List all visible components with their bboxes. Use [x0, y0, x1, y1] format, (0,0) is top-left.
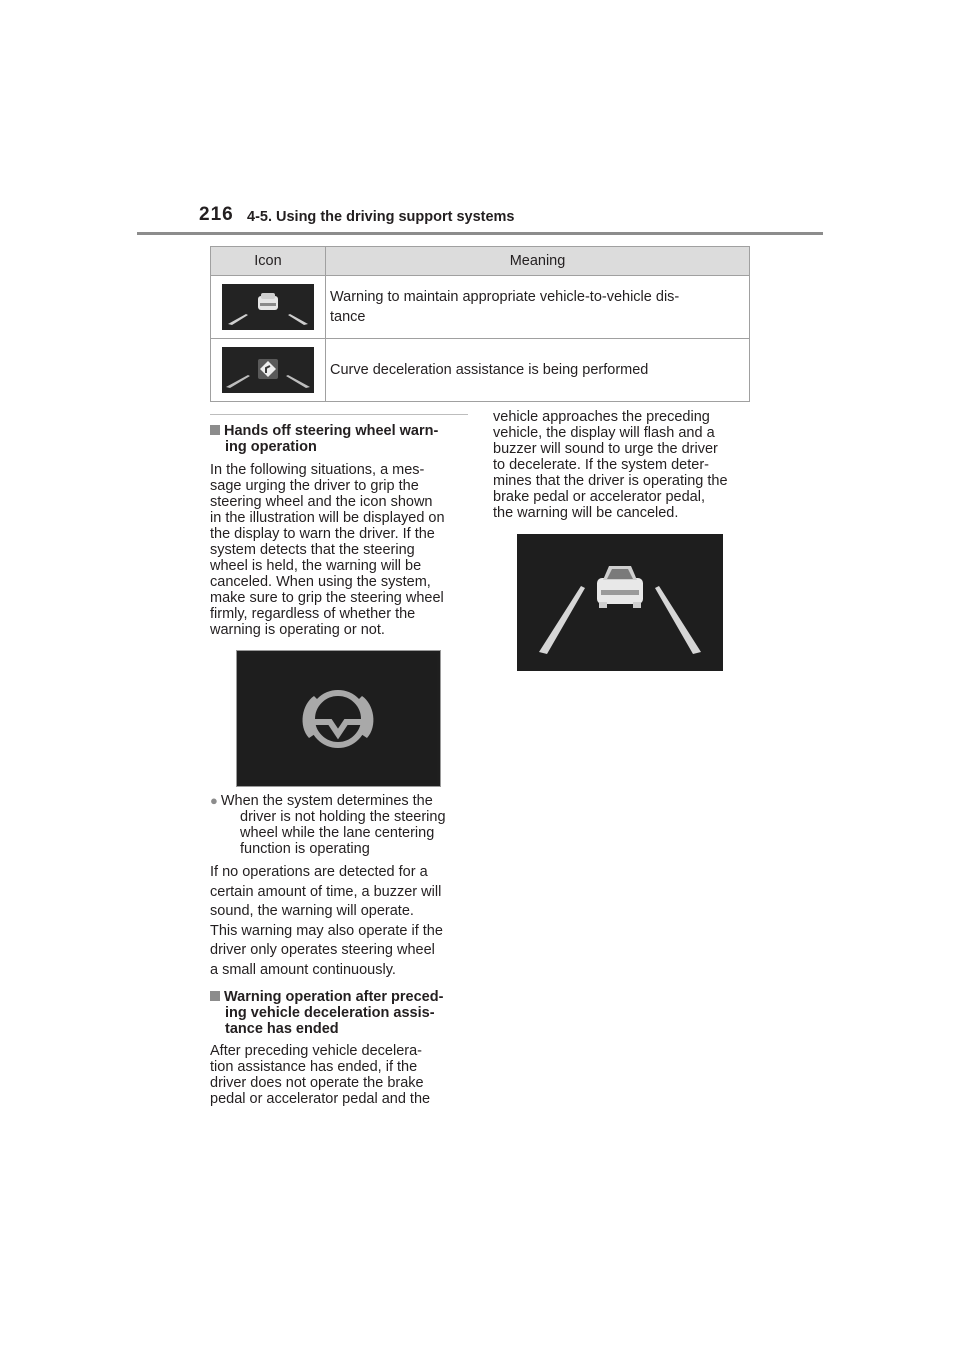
section-title: 4-5. Using the driving support systems — [247, 209, 515, 225]
column-header-icon: Icon — [211, 247, 326, 276]
column-divider — [210, 414, 468, 415]
meaning-cell — [326, 276, 750, 339]
paragraph-hands-off: In the following situations, a mes- sage urging the driver to grip the steering wheel and the icon shown in the illustration will be displayed on the display to warn the driver. If the system detects that the steering wheel is held, the warning will be canceled. When using the system, make sure to grip the steering wheel firmly, regardless of whether the warning is operating or not. — [210, 462, 445, 638]
icon-cell — [211, 339, 326, 402]
header-rule — [137, 232, 823, 235]
table-row — [211, 339, 750, 402]
round-bullet-icon: ● — [210, 793, 218, 808]
column-header-meaning: Meaning — [326, 247, 750, 276]
paragraph-no-operations: If no operations are detected for a certain amount of time, a buzzer will sound, the warning will operate. This warning may also operate if the driver only operates steering wheel a small amount continuously. — [210, 864, 443, 978]
paragraph-after-deceleration: After preceding vehicle decelera- tion assistance has ended, if the driver does not operate the brake pedal or accelerator pedal and the — [210, 1043, 431, 1107]
page-number: 216 — [199, 204, 234, 225]
meaning-text: Curve deceleration assistance is being performed — [330, 362, 649, 378]
heading-hands-off: Hands off steering wheel warn- ing operation — [210, 423, 470, 455]
meaning-text: tance — [330, 309, 366, 325]
meaning-cell — [326, 339, 750, 402]
paragraph-approach-warning: vehicle approaches the preceding vehicle, the display will flash and a buzzer will sound to urge the driver to decelerate. If the system deter- mines that the driver is operating the brake pedal or accelerator pedal, the warning will be canceled. — [493, 409, 728, 521]
hands-on-steering-wheel-icon — [236, 650, 441, 787]
table-header-row — [211, 247, 750, 276]
preceding-vehicle-lane-icon — [517, 534, 723, 671]
square-bullet-icon — [210, 991, 220, 1001]
table-row — [211, 276, 750, 339]
square-bullet-icon — [210, 425, 220, 435]
vehicle-distance-warning-icon — [222, 284, 314, 330]
icon-meaning-table — [210, 246, 750, 402]
heading-after-deceleration: Warning operation after preced- ing vehicle deceleration assis- tance has ended — [210, 989, 472, 1037]
meaning-text: Warning to maintain appropriate vehicle-to-vehicle dis- — [330, 289, 680, 305]
bullet-not-holding: ● When the system determines the driver is not holding the steering wheel while the lane centering function is operating — [210, 793, 446, 857]
icon-cell — [211, 276, 326, 339]
curve-deceleration-icon — [222, 347, 314, 393]
